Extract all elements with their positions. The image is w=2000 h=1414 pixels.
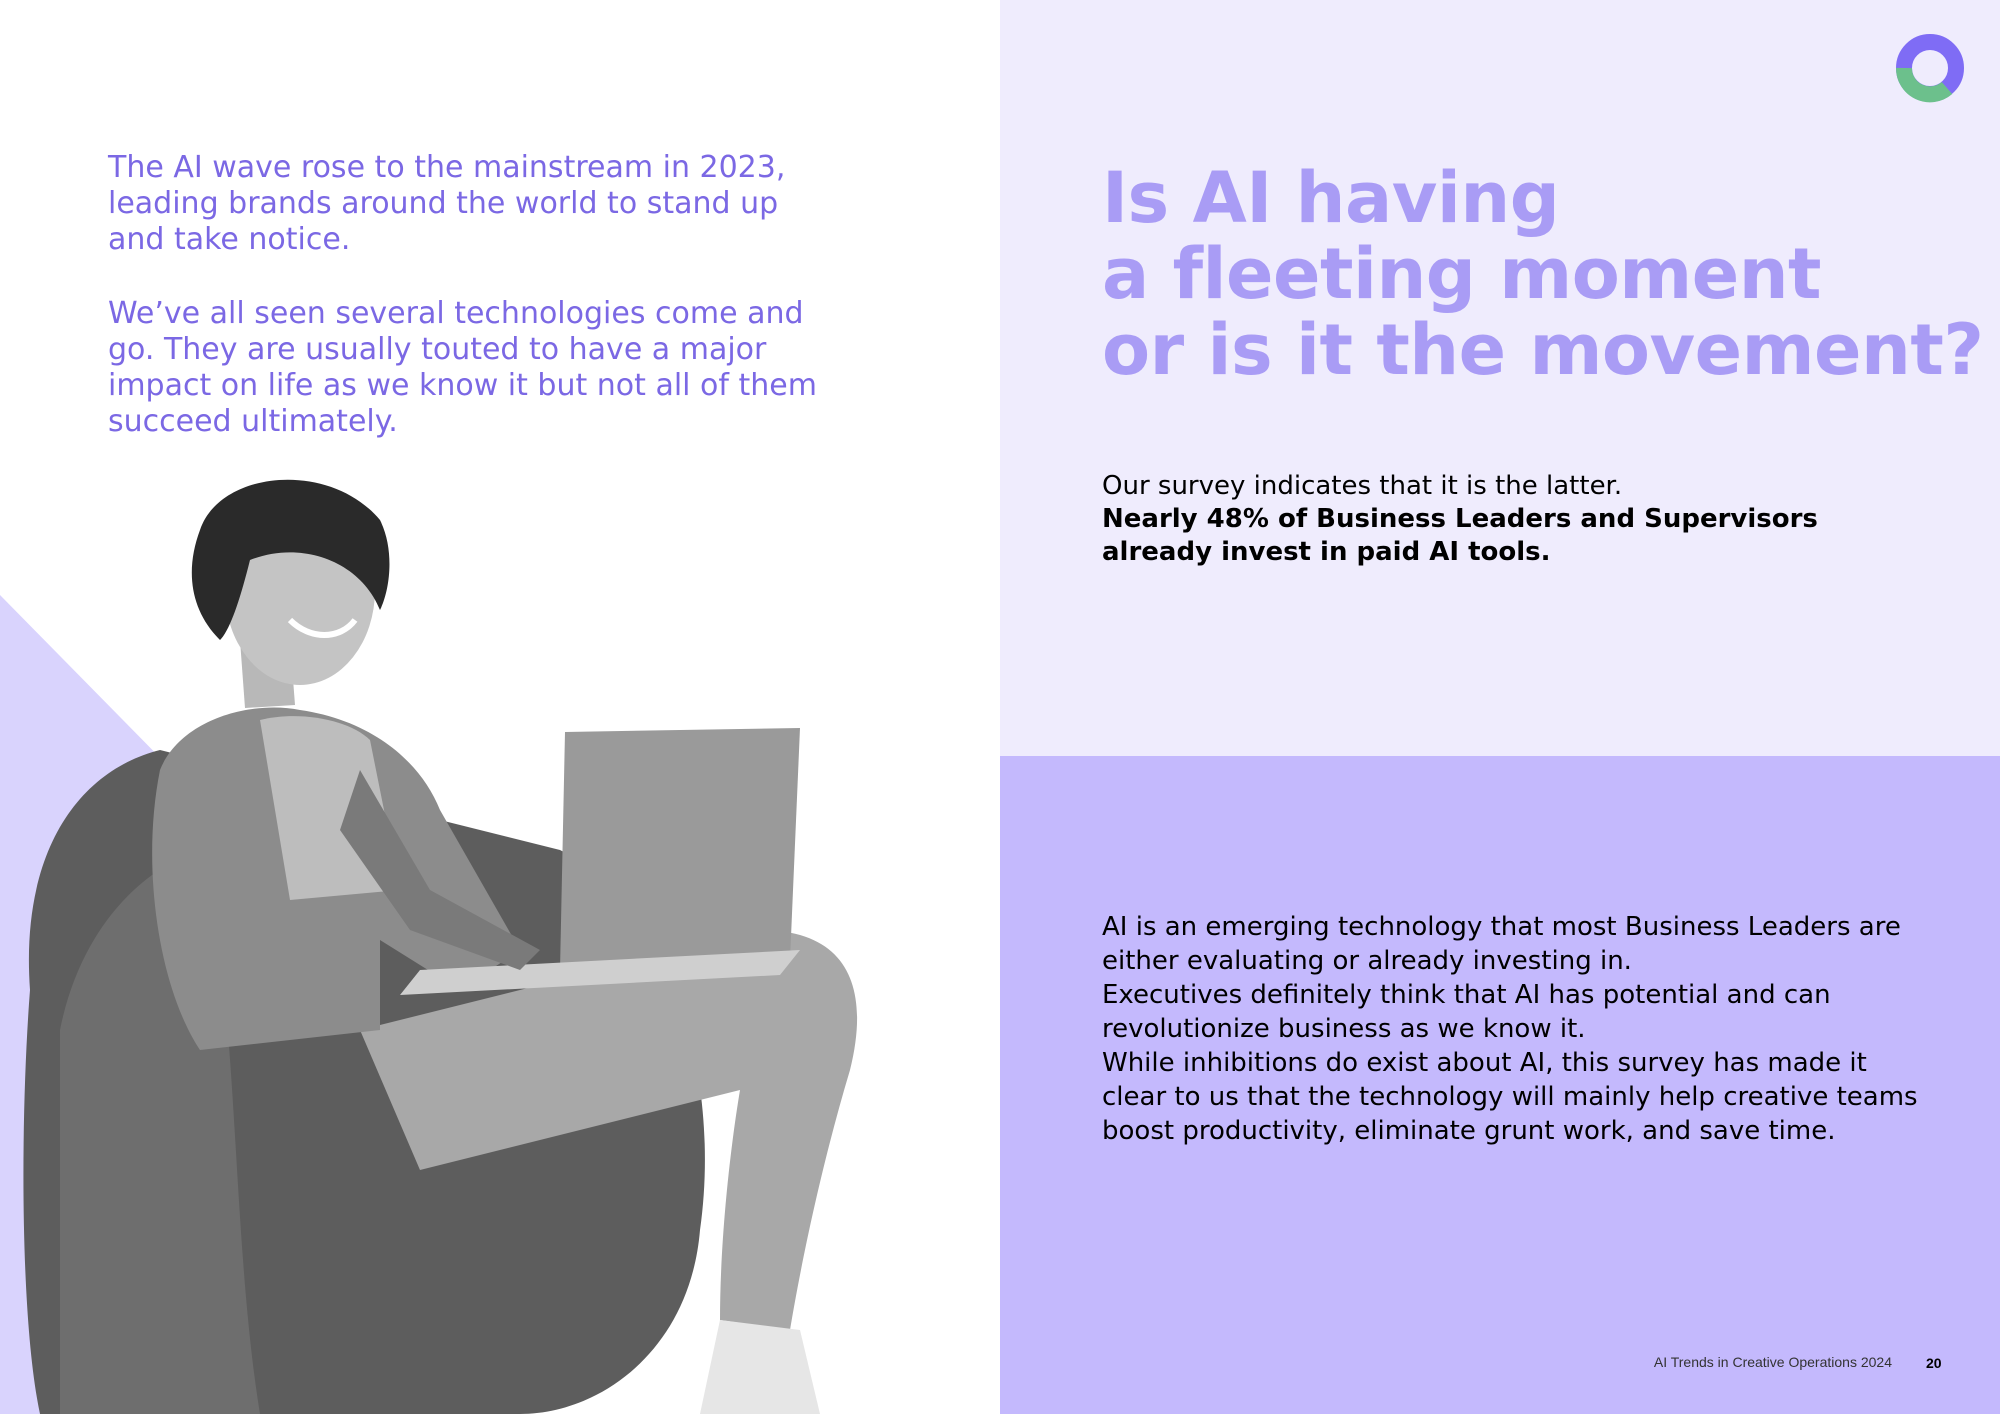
- ring-logo-icon: [1895, 33, 1965, 103]
- survey-lead: Our survey indicates that it is the latter.: [1102, 471, 1623, 501]
- page-headline: [1102, 157, 1984, 391]
- body-line-2: Executives definitely think that AI has potential and can revolutionize business as we know it.: [1102, 980, 1831, 1044]
- woman-with-laptop-photo: [0, 470, 1000, 1414]
- survey-highlight: Nearly 48% of Business Leaders and Supervisors already invest in paid AI tools.: [1102, 504, 1818, 567]
- footer-title: AI Trends in Creative Operations 2024: [1653, 1354, 1892, 1370]
- survey-callout: [1102, 470, 1902, 569]
- page-number: 20: [1926, 1355, 1942, 1371]
- intro-text: [108, 150, 828, 478]
- intro-paragraph-1: The AI wave rose to the mainstream in 2023, leading brands around the world to stand up and take notice.: [108, 150, 786, 257]
- body-line-1: AI is an emerging technology that most Business Leaders are either evaluating or already investing in.: [1102, 912, 1901, 976]
- body-line-3: While inhibitions do exist about AI, this survey has made it clear to us that the technology will mainly help creative teams boost productivity, eliminate grunt work, and save time.: [1102, 1048, 1918, 1146]
- body-text: [1102, 910, 1922, 1148]
- headline-line-3: or is it the movement?: [1102, 309, 1984, 391]
- intro-paragraph-2: We’ve all seen several technologies come and go. They are usually touted to have a major impact on life as we know it but not all of them succeed ultimately.: [108, 296, 817, 439]
- headline-line-2: a fleeting moment: [1102, 233, 1822, 315]
- headline-line-1: Is AI having: [1102, 157, 1560, 239]
